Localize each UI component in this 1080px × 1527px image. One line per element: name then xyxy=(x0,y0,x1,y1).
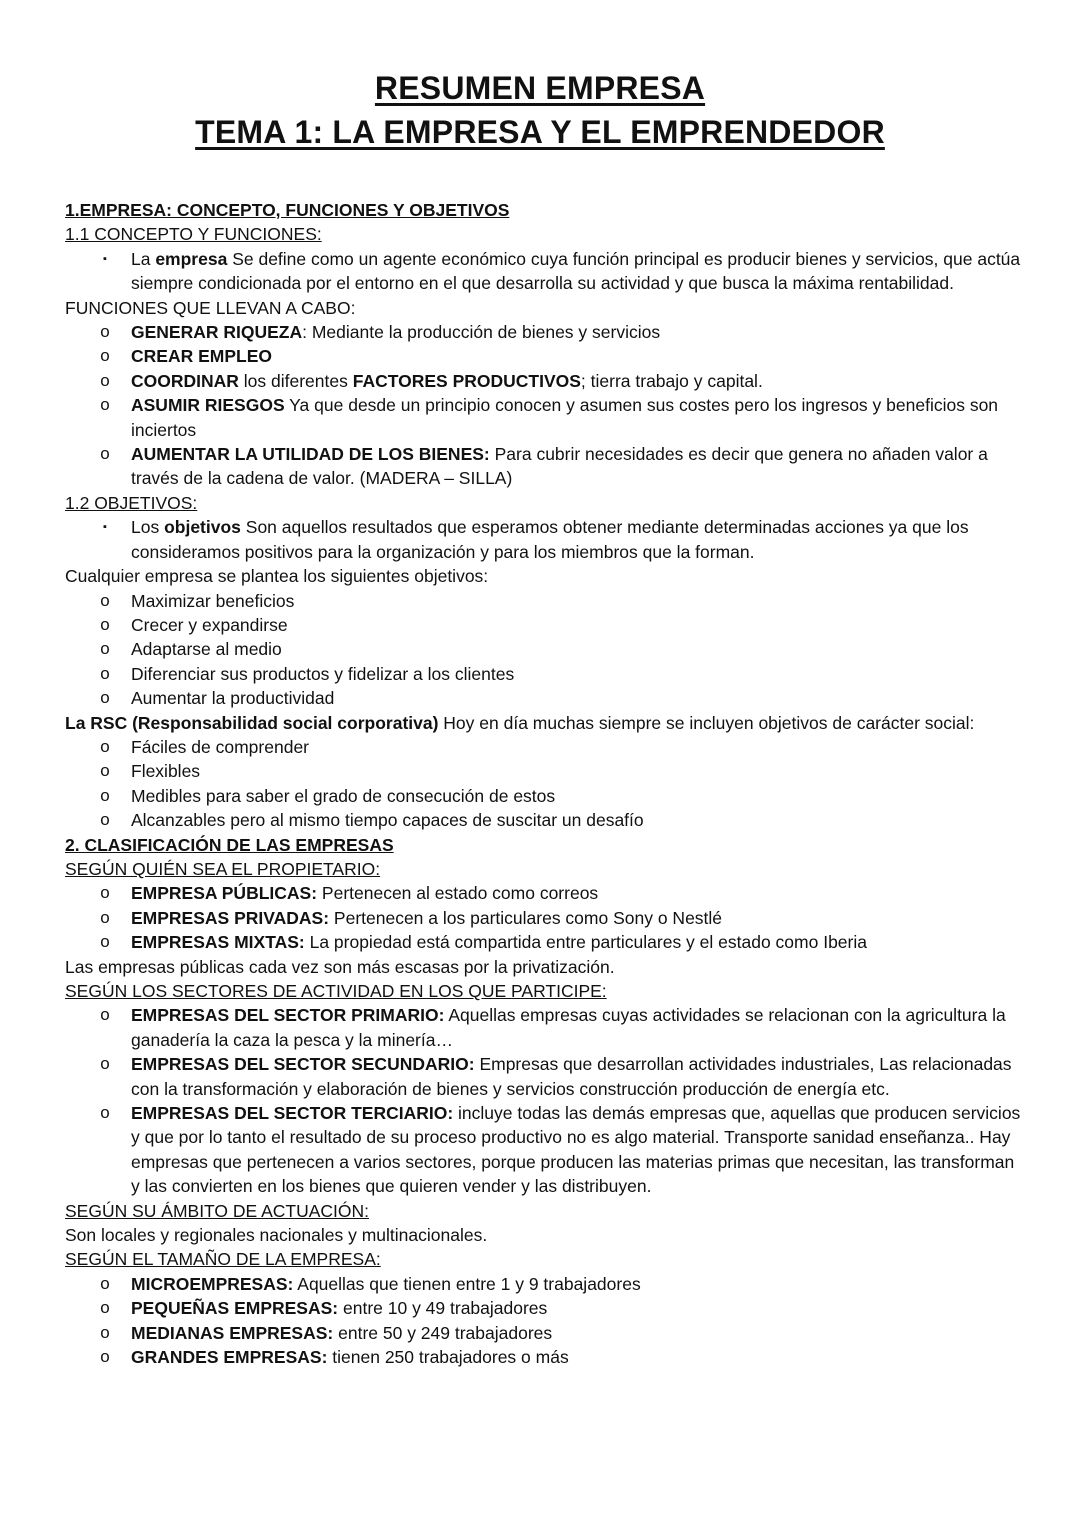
size-item: o MEDIANAS EMPRESAS: entre 50 y 249 trabajadores xyxy=(65,1321,1025,1345)
circle-bullet-icon: o xyxy=(100,736,110,756)
document-title: RESUMEN EMPRESA xyxy=(374,70,706,106)
subsection-heading-1-1: 1.1 CONCEPTO Y FUNCIONES: xyxy=(65,224,322,245)
size-item: o PEQUEÑAS EMPRESAS: entre 10 y 49 trabajadores xyxy=(65,1296,1025,1320)
square-bullet-icon: ▪ xyxy=(103,521,107,534)
circle-bullet-icon: o xyxy=(100,1054,110,1074)
list-item: o Alcanzables pero al mismo tiempo capaces de suscitar un desafío xyxy=(65,808,1025,832)
list-item: o Medibles para saber el grado de consecución de estos xyxy=(65,784,1025,808)
size-item: o GRANDES EMPRESAS: tienen 250 trabajadores o más xyxy=(65,1345,1025,1369)
square-bullet-icon: ▪ xyxy=(103,252,107,265)
sector-item: o EMPRESAS DEL SECTOR PRIMARIO: Aquellas empresas cuyas actividades se relacionan con la agricultura la ganadería la caza la pesca y la minería… xyxy=(65,1003,1025,1052)
section-heading-1: 1.EMPRESA: CONCEPTO, FUNCIONES Y OBJETIVOS xyxy=(65,200,510,220)
list-item: o Diferenciar sus productos y fidelizar a los clientes xyxy=(65,662,1025,686)
circle-bullet-icon: o xyxy=(100,590,110,610)
owner-item: o EMPRESAS PRIVADAS: Pertenecen a los particulares como Sony o Nestlé xyxy=(65,906,1025,930)
size-subheading: SEGÚN EL TAMAÑO DE LA EMPRESA: xyxy=(65,1249,381,1270)
sector-item: o EMPRESAS DEL SECTOR TERCIARIO: incluye todas las demás empresas que, aquellas que producen servicios y que por lo tanto el resultado de su proceso productivo no es algo material. Transporte sanidad enseñanza.. Hay empresas que pertenecen a varios sectores, porque producen las materias primas que necesitan, las transforman y las convierten en los bienes que quieren vender y las distribuyen. xyxy=(65,1101,1025,1199)
sector-subheading: SEGÚN LOS SECTORES DE ACTIVIDAD EN LOS QUE PARTICIPE: xyxy=(65,981,607,1001)
bullet-concept: ▪ La empresa Se define como un agente económico cuya función principal es producir bienes y servicios, que actúa siempre condicionada por el entorno en el que desarrolla su actividad y que busca la máxima rentabilidad. xyxy=(65,247,1025,296)
function-item: o AUMENTAR LA UTILIDAD DE LOS BIENES: Para cubrir necesidades es decir que genera no añaden valor a través de la cadena de valor. (MADERA – SILLA) xyxy=(65,442,1025,491)
function-item: o CREAR EMPLEO xyxy=(65,344,1025,368)
owner-note: Las empresas públicas cada vez son más escasas por la privatización. xyxy=(65,956,615,977)
circle-bullet-icon: o xyxy=(100,688,110,708)
function-item: o COORDINAR los diferentes FACTORES PRODUCTIVOS; tierra trabajo y capital. xyxy=(65,369,1025,393)
list-item: o Crecer y expandirse xyxy=(65,613,1025,637)
circle-bullet-icon: o xyxy=(100,761,110,781)
owner-item: o EMPRESAS MIXTAS: La propiedad está compartida entre particulares y el estado como Iberia xyxy=(65,930,1025,954)
function-item: o GENERAR RIQUEZA: Mediante la producción de bienes y servicios xyxy=(65,320,1025,344)
circle-bullet-icon: o xyxy=(100,1103,110,1123)
sector-item: o EMPRESAS DEL SECTOR SECUNDARIO: Empresas que desarrollan actividades industriales, Las relacionadas con la transformación y elaboración de bienes y servicios construcción producción de energía etc. xyxy=(65,1052,1025,1101)
circle-bullet-icon: o xyxy=(100,395,110,415)
circle-bullet-icon: o xyxy=(100,1005,110,1025)
objectives-label: Cualquier empresa se plantea los siguientes objetivos: xyxy=(65,566,489,587)
circle-bullet-icon: o xyxy=(100,785,110,805)
section-heading-2: 2. CLASIFICACIÓN DE LAS EMPRESAS xyxy=(65,834,394,855)
circle-bullet-icon: o xyxy=(100,810,110,830)
circle-bullet-icon: o xyxy=(100,932,110,952)
list-item: o Adaptarse al medio xyxy=(65,637,1025,661)
rsc-paragraph: La RSC (Responsabilidad social corporativa) Hoy en día muchas siempre se incluyen objetivos de carácter social: xyxy=(65,712,975,733)
circle-bullet-icon: o xyxy=(100,1347,110,1367)
bullet-objectives: ▪ Los objetivos Son aquellos resultados que esperamos obtener mediante determinadas acciones ya que los consideramos positivos para la organización y para los miembros que la forman. xyxy=(65,515,1025,564)
circle-bullet-icon: o xyxy=(100,883,110,903)
list-item: o Aumentar la productividad xyxy=(65,686,1025,710)
list-item: o Fáciles de comprender xyxy=(65,735,1025,759)
circle-bullet-icon: o xyxy=(100,1298,110,1318)
subsection-heading-1-2: 1.2 OBJETIVOS: xyxy=(65,492,198,513)
circle-bullet-icon: o xyxy=(100,322,110,342)
scope-subheading: SEGÚN SU ÁMBITO DE ACTUACIÓN: xyxy=(65,1200,370,1221)
circle-bullet-icon: o xyxy=(100,614,110,634)
circle-bullet-icon: o xyxy=(100,444,110,464)
circle-bullet-icon: o xyxy=(100,663,110,683)
function-item: o ASUMIR RIESGOS Ya que desde un principio conocen y asumen sus costes pero los ingresos y beneficios son inciertos xyxy=(65,393,1025,442)
circle-bullet-icon: o xyxy=(100,346,110,366)
circle-bullet-icon: o xyxy=(100,639,110,659)
circle-bullet-icon: o xyxy=(100,907,110,927)
functions-label: FUNCIONES QUE LLEVAN A CABO: xyxy=(65,297,356,318)
list-item: o Flexibles xyxy=(65,759,1025,783)
owner-item: o EMPRESA PÚBLICAS: Pertenecen al estado como correos xyxy=(65,881,1025,905)
list-item: o Maximizar beneficios xyxy=(65,589,1025,613)
size-item: o MICROEMPRESAS: Aquellas que tienen entre 1 y 9 trabajadores xyxy=(65,1272,1025,1296)
owner-subheading: SEGÚN QUIÉN SEA EL PROPIETARIO: xyxy=(65,858,381,879)
document-subtitle: TEMA 1: LA EMPRESA Y EL EMPRENDEDOR xyxy=(195,114,885,150)
scope-text: Son locales y regionales nacionales y multinacionales. xyxy=(65,1225,488,1246)
circle-bullet-icon: o xyxy=(100,370,110,390)
document-body xyxy=(65,198,1025,1370)
circle-bullet-icon: o xyxy=(100,1273,110,1293)
circle-bullet-icon: o xyxy=(100,1322,110,1342)
